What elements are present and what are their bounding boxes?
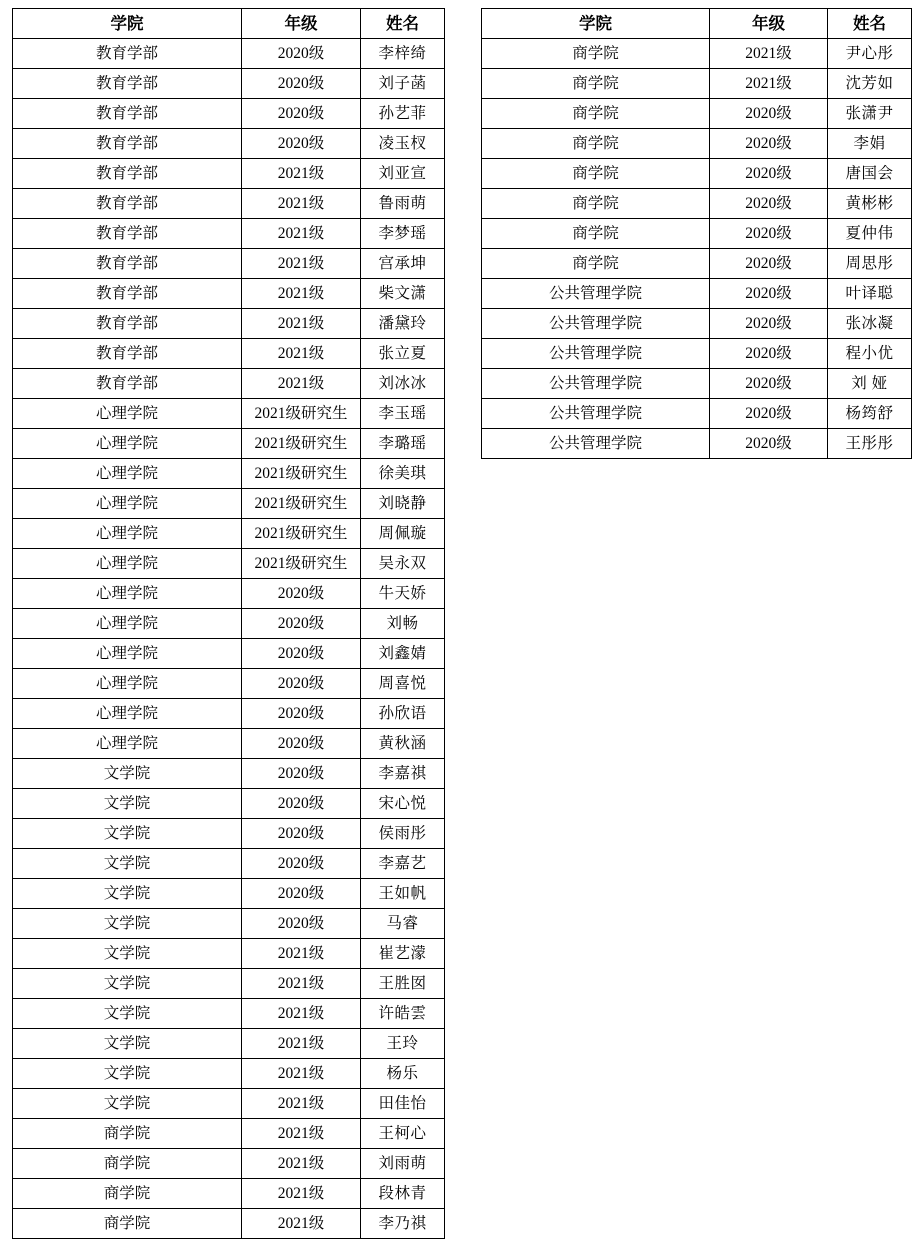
cell-grade: 2021级研究生 xyxy=(242,549,361,579)
cell-name: 刘子菡 xyxy=(361,69,445,99)
cell-name: 李玉瑶 xyxy=(361,399,445,429)
cell-name: 王彤彤 xyxy=(828,429,912,459)
cell-college: 心理学院 xyxy=(13,459,242,489)
cell-grade: 2020级 xyxy=(242,669,361,699)
cell-name: 张冰凝 xyxy=(828,309,912,339)
cell-grade: 2021级 xyxy=(242,279,361,309)
roster-body-right xyxy=(482,39,912,459)
cell-name: 孙艺菲 xyxy=(361,99,445,129)
cell-college: 教育学部 xyxy=(13,369,242,399)
cell-college: 公共管理学院 xyxy=(482,309,710,339)
cell-grade: 2021级 xyxy=(242,969,361,999)
cell-college: 教育学部 xyxy=(13,99,242,129)
cell-college: 商学院 xyxy=(482,189,710,219)
cell-college: 教育学部 xyxy=(13,189,242,219)
cell-grade: 2020级 xyxy=(710,189,828,219)
cell-college: 教育学部 xyxy=(13,219,242,249)
cell-college: 文学院 xyxy=(13,999,242,1029)
column-header-college: 学院 xyxy=(482,9,710,39)
cell-name: 夏仲伟 xyxy=(828,219,912,249)
cell-college: 教育学部 xyxy=(13,309,242,339)
table-row xyxy=(482,159,912,189)
table-row xyxy=(13,369,445,399)
cell-grade: 2020级 xyxy=(710,399,828,429)
cell-grade: 2021级 xyxy=(242,1149,361,1179)
cell-grade: 2020级 xyxy=(242,99,361,129)
cell-name: 李梦瑶 xyxy=(361,219,445,249)
tables-container xyxy=(0,8,922,1239)
table-row xyxy=(13,69,445,99)
table-row xyxy=(482,399,912,429)
cell-grade: 2021级 xyxy=(242,369,361,399)
table-row xyxy=(13,99,445,129)
cell-college: 心理学院 xyxy=(13,549,242,579)
cell-name: 崔艺濛 xyxy=(361,939,445,969)
cell-name: 周佩璇 xyxy=(361,519,445,549)
cell-grade: 2020级 xyxy=(710,279,828,309)
table-row xyxy=(13,489,445,519)
table-row xyxy=(13,999,445,1029)
cell-name: 凌玉杈 xyxy=(361,129,445,159)
cell-college: 文学院 xyxy=(13,1059,242,1089)
table-row xyxy=(482,129,912,159)
cell-name: 柴文潇 xyxy=(361,279,445,309)
table-row xyxy=(13,669,445,699)
cell-college: 心理学院 xyxy=(13,399,242,429)
cell-grade: 2021级 xyxy=(242,189,361,219)
table-row xyxy=(13,309,445,339)
cell-college: 教育学部 xyxy=(13,129,242,159)
table-row xyxy=(13,159,445,189)
table-row xyxy=(482,69,912,99)
cell-grade: 2020级 xyxy=(242,789,361,819)
table-header-row xyxy=(482,9,912,39)
cell-grade: 2020级 xyxy=(242,819,361,849)
cell-name: 李乃祺 xyxy=(361,1209,445,1239)
cell-college: 文学院 xyxy=(13,969,242,999)
cell-name: 侯雨彤 xyxy=(361,819,445,849)
table-row xyxy=(13,729,445,759)
cell-college: 心理学院 xyxy=(13,699,242,729)
cell-grade: 2020级 xyxy=(242,609,361,639)
cell-name: 王玲 xyxy=(361,1029,445,1059)
cell-grade: 2020级 xyxy=(710,339,828,369)
cell-grade: 2021级研究生 xyxy=(242,429,361,459)
column-header-grade: 年级 xyxy=(242,9,361,39)
cell-college: 商学院 xyxy=(482,69,710,99)
table-row xyxy=(482,99,912,129)
cell-college: 文学院 xyxy=(13,909,242,939)
cell-name: 孙欣语 xyxy=(361,699,445,729)
table-row xyxy=(13,909,445,939)
cell-college: 文学院 xyxy=(13,789,242,819)
cell-college: 心理学院 xyxy=(13,639,242,669)
cell-college: 商学院 xyxy=(482,219,710,249)
cell-grade: 2020级 xyxy=(242,849,361,879)
cell-grade: 2021级 xyxy=(242,339,361,369)
cell-college: 公共管理学院 xyxy=(482,429,710,459)
cell-grade: 2020级 xyxy=(242,699,361,729)
cell-college: 文学院 xyxy=(13,1029,242,1059)
table-row xyxy=(13,1119,445,1149)
cell-name: 周思彤 xyxy=(828,249,912,279)
cell-college: 文学院 xyxy=(13,759,242,789)
table-row xyxy=(13,549,445,579)
cell-college: 商学院 xyxy=(482,39,710,69)
cell-college: 心理学院 xyxy=(13,579,242,609)
cell-name: 刘冰冰 xyxy=(361,369,445,399)
cell-grade: 2020级 xyxy=(710,429,828,459)
cell-name: 程小优 xyxy=(828,339,912,369)
cell-college: 商学院 xyxy=(482,249,710,279)
cell-grade: 2020级 xyxy=(242,729,361,759)
cell-grade: 2021级 xyxy=(242,1179,361,1209)
cell-name: 黄秋涵 xyxy=(361,729,445,759)
table-row xyxy=(482,309,912,339)
cell-grade: 2020级 xyxy=(710,369,828,399)
table-row xyxy=(13,429,445,459)
cell-grade: 2020级 xyxy=(710,249,828,279)
roster-table-left xyxy=(12,8,445,1239)
cell-college: 商学院 xyxy=(482,99,710,129)
roster-table-right xyxy=(481,8,912,459)
table-row xyxy=(13,579,445,609)
cell-grade: 2020级 xyxy=(242,909,361,939)
table-row xyxy=(13,1029,445,1059)
cell-name: 刘鑫婧 xyxy=(361,639,445,669)
cell-college: 心理学院 xyxy=(13,669,242,699)
cell-name: 李璐瑶 xyxy=(361,429,445,459)
cell-name: 尹心彤 xyxy=(828,39,912,69)
cell-name: 宫承坤 xyxy=(361,249,445,279)
cell-grade: 2021级 xyxy=(710,39,828,69)
table-row xyxy=(13,1059,445,1089)
cell-college: 教育学部 xyxy=(13,39,242,69)
table-row xyxy=(13,279,445,309)
cell-grade: 2021级 xyxy=(242,1029,361,1059)
cell-college: 商学院 xyxy=(482,159,710,189)
cell-name: 田佳怡 xyxy=(361,1089,445,1119)
cell-grade: 2020级 xyxy=(242,639,361,669)
cell-college: 心理学院 xyxy=(13,429,242,459)
cell-grade: 2021级 xyxy=(242,309,361,339)
table-row xyxy=(13,39,445,69)
cell-grade: 2020级 xyxy=(710,99,828,129)
table-row xyxy=(482,339,912,369)
cell-name: 张立夏 xyxy=(361,339,445,369)
cell-grade: 2020级 xyxy=(242,759,361,789)
table-row xyxy=(482,429,912,459)
cell-college: 公共管理学院 xyxy=(482,279,710,309)
cell-college: 商学院 xyxy=(13,1179,242,1209)
cell-college: 教育学部 xyxy=(13,69,242,99)
cell-grade: 2020级 xyxy=(242,39,361,69)
cell-name: 李娟 xyxy=(828,129,912,159)
cell-grade: 2021级 xyxy=(242,1089,361,1119)
cell-grade: 2020级 xyxy=(242,129,361,159)
table-row xyxy=(13,819,445,849)
table-row xyxy=(13,759,445,789)
cell-college: 公共管理学院 xyxy=(482,399,710,429)
table-row xyxy=(13,1089,445,1119)
cell-college: 商学院 xyxy=(13,1149,242,1179)
table-row xyxy=(482,219,912,249)
table-row xyxy=(13,849,445,879)
cell-name: 张潇尹 xyxy=(828,99,912,129)
cell-college: 文学院 xyxy=(13,879,242,909)
cell-name: 吴永双 xyxy=(361,549,445,579)
cell-grade: 2021级 xyxy=(242,1059,361,1089)
cell-grade: 2020级 xyxy=(242,579,361,609)
cell-name: 黄彬彬 xyxy=(828,189,912,219)
cell-grade: 2020级 xyxy=(710,129,828,159)
cell-grade: 2021级 xyxy=(242,1209,361,1239)
cell-college: 文学院 xyxy=(13,1089,242,1119)
table-row xyxy=(13,399,445,429)
table-row xyxy=(13,789,445,819)
table-row xyxy=(13,1149,445,1179)
table-row xyxy=(13,519,445,549)
cell-college: 教育学部 xyxy=(13,159,242,189)
cell-name: 王胜囡 xyxy=(361,969,445,999)
cell-name: 潘黛玲 xyxy=(361,309,445,339)
table-row xyxy=(482,279,912,309)
cell-college: 商学院 xyxy=(482,129,710,159)
cell-grade: 2021级 xyxy=(242,249,361,279)
table-row xyxy=(482,249,912,279)
column-header-grade: 年级 xyxy=(710,9,828,39)
cell-college: 心理学院 xyxy=(13,489,242,519)
cell-name: 刘亚宣 xyxy=(361,159,445,189)
cell-name: 沈芳如 xyxy=(828,69,912,99)
table-row xyxy=(13,609,445,639)
cell-grade: 2020级 xyxy=(710,219,828,249)
cell-college: 文学院 xyxy=(13,939,242,969)
cell-grade: 2021级 xyxy=(242,219,361,249)
cell-grade: 2021级研究生 xyxy=(242,489,361,519)
cell-name: 李嘉祺 xyxy=(361,759,445,789)
cell-grade: 2021级 xyxy=(242,999,361,1029)
cell-name: 王柯心 xyxy=(361,1119,445,1149)
cell-college: 心理学院 xyxy=(13,609,242,639)
column-header-name: 姓名 xyxy=(361,9,445,39)
cell-grade: 2020级 xyxy=(242,879,361,909)
cell-grade: 2021级 xyxy=(242,159,361,189)
table-row xyxy=(13,699,445,729)
table-header-row xyxy=(13,9,445,39)
cell-college: 商学院 xyxy=(13,1119,242,1149)
table-row xyxy=(482,39,912,69)
table-row xyxy=(13,219,445,249)
cell-grade: 2021级 xyxy=(710,69,828,99)
cell-name: 许皓雲 xyxy=(361,999,445,1029)
table-row xyxy=(13,339,445,369)
cell-name: 段林青 xyxy=(361,1179,445,1209)
column-header-college: 学院 xyxy=(13,9,242,39)
cell-name: 唐国会 xyxy=(828,159,912,189)
cell-college: 教育学部 xyxy=(13,249,242,279)
cell-grade: 2021级 xyxy=(242,939,361,969)
cell-grade: 2021级研究生 xyxy=(242,459,361,489)
cell-grade: 2020级 xyxy=(242,69,361,99)
cell-college: 文学院 xyxy=(13,819,242,849)
table-row xyxy=(13,639,445,669)
cell-name: 李梓绮 xyxy=(361,39,445,69)
cell-name: 马睿 xyxy=(361,909,445,939)
table-row xyxy=(13,1179,445,1209)
table-row xyxy=(13,189,445,219)
table-row xyxy=(13,939,445,969)
cell-grade: 2021级 xyxy=(242,1119,361,1149)
cell-college: 商学院 xyxy=(13,1209,242,1239)
cell-grade: 2020级 xyxy=(710,159,828,189)
cell-college: 公共管理学院 xyxy=(482,369,710,399)
table-row xyxy=(13,459,445,489)
cell-college: 教育学部 xyxy=(13,339,242,369)
cell-name: 牛天娇 xyxy=(361,579,445,609)
cell-name: 刘雨萌 xyxy=(361,1149,445,1179)
cell-grade: 2021级研究生 xyxy=(242,519,361,549)
cell-name: 宋心悦 xyxy=(361,789,445,819)
table-row xyxy=(13,249,445,279)
table-row xyxy=(13,129,445,159)
cell-college: 公共管理学院 xyxy=(482,339,710,369)
cell-name: 叶译聪 xyxy=(828,279,912,309)
table-row xyxy=(482,189,912,219)
cell-college: 教育学部 xyxy=(13,279,242,309)
cell-name: 刘 娅 xyxy=(828,369,912,399)
column-header-name: 姓名 xyxy=(828,9,912,39)
cell-name: 杨乐 xyxy=(361,1059,445,1089)
cell-name: 徐美琪 xyxy=(361,459,445,489)
cell-grade: 2021级研究生 xyxy=(242,399,361,429)
cell-name: 周喜悦 xyxy=(361,669,445,699)
cell-name: 杨筠舒 xyxy=(828,399,912,429)
table-row xyxy=(13,879,445,909)
cell-name: 刘晓静 xyxy=(361,489,445,519)
cell-name: 李嘉艺 xyxy=(361,849,445,879)
roster-body-left xyxy=(13,39,445,1239)
cell-name: 王如帆 xyxy=(361,879,445,909)
cell-college: 心理学院 xyxy=(13,519,242,549)
table-row xyxy=(13,969,445,999)
cell-name: 鲁雨萌 xyxy=(361,189,445,219)
cell-name: 刘畅 xyxy=(361,609,445,639)
cell-grade: 2020级 xyxy=(710,309,828,339)
cell-college: 文学院 xyxy=(13,849,242,879)
cell-college: 心理学院 xyxy=(13,729,242,759)
table-row xyxy=(482,369,912,399)
table-row xyxy=(13,1209,445,1239)
